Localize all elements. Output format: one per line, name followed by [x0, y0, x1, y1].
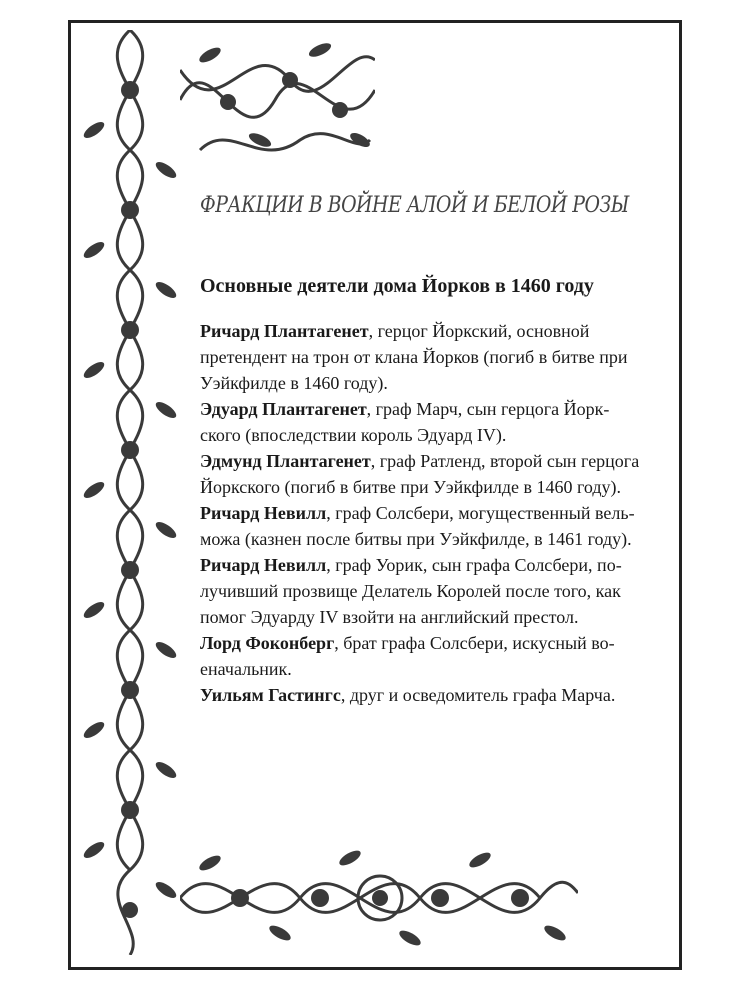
entry-name: Ричард Невилл	[200, 503, 327, 523]
entry-line	[200, 500, 640, 526]
floral-vine-border-left-icon	[76, 30, 184, 955]
entry-line: Йоркского (погиб в битве при Уэйкфилде в 1460 году).	[200, 477, 622, 497]
entry-text: , герцог Йоркский, основной	[368, 321, 590, 341]
entry-line: можа (казнен после битвы при Уэйкфилде, в 1461 году).	[200, 529, 632, 549]
entry-name: Ричард Невилл	[200, 555, 327, 575]
entry-line	[200, 552, 640, 578]
entry-line	[200, 396, 640, 422]
entry-text: , друг и осведомитель графа Марча.	[340, 685, 616, 705]
entry-line: ского (впоследствии король Эдуард IV).	[200, 425, 507, 445]
entry-line	[200, 318, 640, 344]
entry-william-hastings	[200, 682, 640, 708]
entry-name: Эдмунд Плантагенет	[200, 451, 371, 471]
entry-richard-plantagenet	[200, 318, 640, 396]
entry-edward-plantagenet	[200, 396, 640, 448]
entry-edmund-plantagenet	[200, 448, 640, 500]
entry-name: Эдуард Плантагенет	[200, 399, 367, 419]
entry-line: еначальник.	[200, 659, 292, 679]
entry-line	[200, 448, 640, 474]
floral-vine-border-top-icon	[180, 30, 375, 172]
floral-vine-border-bottom-icon	[180, 838, 578, 956]
entry-line: лучивший прозвище Делатель Королей после того, как	[200, 581, 621, 601]
entry-text: , граф Уорик, сын графа Солсбери, по-	[326, 555, 622, 575]
entry-richard-neville-warwick	[200, 552, 640, 630]
entry-text: , граф Ратленд, второй сын герцога	[370, 451, 640, 471]
entry-line	[200, 682, 640, 708]
entry-richard-neville-salisbury	[200, 500, 640, 552]
entry-line	[200, 630, 640, 656]
entry-line: претендент на трон от клана Йорков (погиб в битве при	[200, 347, 628, 367]
section-heading: Основные деятели дома Йорков в 1460 году	[200, 275, 594, 297]
entry-line: помог Эдуарду IV взойти на английский престол.	[200, 607, 579, 627]
entry-lord-fauconberg	[200, 630, 640, 682]
entry-name: Лорд Фоконберг	[200, 633, 335, 653]
entry-text: , граф Солсбери, могущественный вель-	[326, 503, 635, 523]
entry-text: , граф Марч, сын герцога Йорк-	[366, 399, 610, 419]
page-title: ФРАКЦИИ В ВОЙНЕ АЛОЙ И БЕЛОЙ РОЗЫ	[200, 193, 629, 218]
entries-list	[200, 318, 640, 708]
entry-name: Ричард Плантагенет	[200, 321, 369, 341]
entry-line: Уэйкфилде в 1460 году).	[200, 373, 388, 393]
entry-text: , брат графа Солсбери, искусный во-	[334, 633, 615, 653]
entry-name: Уильям Гастингс	[200, 685, 341, 705]
